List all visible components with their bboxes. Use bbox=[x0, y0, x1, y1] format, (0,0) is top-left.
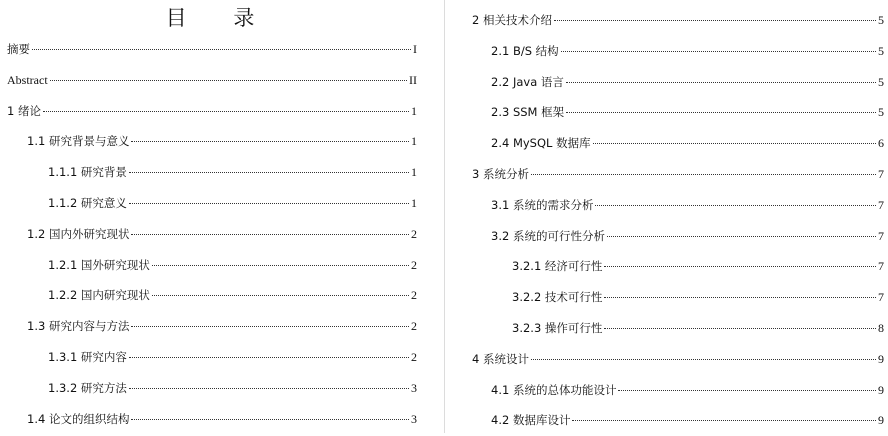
toc-entry-label: 2.1 B/S 结构 bbox=[491, 43, 559, 58]
dot-leader bbox=[607, 236, 876, 237]
toc-entry-page: 7 bbox=[878, 228, 884, 243]
toc-entry[interactable] bbox=[0, 188, 420, 219]
dot-leader bbox=[129, 172, 409, 173]
toc-entry[interactable] bbox=[0, 311, 420, 342]
toc-entry-label: 1.1 研究背景与意义 bbox=[27, 134, 130, 149]
dot-leader bbox=[152, 295, 409, 296]
toc-entry-page: 5 bbox=[878, 43, 884, 58]
dot-leader bbox=[131, 141, 409, 142]
dot-leader bbox=[531, 359, 876, 360]
toc-entry[interactable] bbox=[0, 96, 420, 127]
toc-entry-page: I bbox=[413, 42, 417, 56]
toc-entry[interactable] bbox=[0, 280, 420, 311]
toc-page-left bbox=[0, 0, 420, 433]
toc-entry-label: 3 系统分析 bbox=[472, 166, 529, 181]
toc-page-right bbox=[464, 0, 888, 433]
toc-entry-page: 3 bbox=[411, 411, 417, 426]
toc-entry[interactable] bbox=[0, 65, 420, 96]
dot-leader bbox=[129, 203, 409, 204]
toc-entry-page: 1 bbox=[411, 165, 417, 180]
toc-entry-label: 2.4 MySQL 数据库 bbox=[491, 136, 591, 151]
toc-entry[interactable] bbox=[464, 313, 888, 344]
dot-leader bbox=[131, 326, 409, 327]
dot-leader bbox=[50, 80, 407, 81]
dot-leader bbox=[531, 174, 876, 175]
toc-entry[interactable] bbox=[464, 159, 888, 190]
dot-leader bbox=[604, 297, 876, 298]
toc-list-right bbox=[464, 5, 888, 436]
toc-entry[interactable] bbox=[464, 67, 888, 98]
dot-leader bbox=[604, 328, 876, 329]
toc-entry-page: 1 bbox=[411, 195, 417, 210]
toc-entry-label: 1.3.2 研究方法 bbox=[48, 380, 127, 395]
toc-entry-page: 7 bbox=[878, 197, 884, 212]
toc-entry-page: 3 bbox=[411, 380, 417, 395]
toc-entry[interactable] bbox=[0, 157, 420, 188]
toc-entry[interactable] bbox=[464, 221, 888, 252]
toc-entry-page: 9 bbox=[878, 382, 884, 397]
toc-entry-page: 7 bbox=[878, 290, 884, 305]
toc-title: 目 录 bbox=[165, 6, 275, 30]
toc-entry-page: 5 bbox=[878, 105, 884, 120]
toc-entry[interactable] bbox=[464, 5, 888, 36]
toc-entry-label: 2.3 SSM 框架 bbox=[491, 105, 565, 120]
dot-leader bbox=[572, 420, 876, 421]
toc-entry[interactable] bbox=[0, 250, 420, 281]
toc-entry-label: 3.1 系统的需求分析 bbox=[491, 197, 594, 212]
toc-entry-label: 1.1.1 研究背景 bbox=[48, 165, 127, 180]
toc-entry-label: Abstract bbox=[7, 72, 48, 87]
toc-entry-label: 2 相关技术介绍 bbox=[472, 13, 552, 27]
dot-leader bbox=[566, 112, 876, 113]
dot-leader bbox=[554, 20, 876, 21]
dot-leader bbox=[32, 49, 411, 50]
toc-entry-label: 3.2.3 操作可行性 bbox=[512, 320, 603, 335]
toc-entry-label: 2.2 Java 语言 bbox=[491, 74, 564, 89]
toc-entry-label: 1 绪论 bbox=[7, 103, 41, 118]
toc-entry-page: 9 bbox=[878, 413, 884, 428]
toc-entry[interactable] bbox=[0, 34, 420, 65]
toc-entry-page: 7 bbox=[878, 259, 884, 274]
toc-entry-page: 2 bbox=[411, 319, 417, 334]
toc-entry[interactable] bbox=[0, 404, 420, 435]
toc-entry-label: 3.2 系统的可行性分析 bbox=[491, 228, 605, 243]
toc-entry-page: 2 bbox=[411, 257, 417, 272]
toc-entry-label: 1.1.2 研究意义 bbox=[48, 195, 127, 210]
toc-entry-page: 6 bbox=[878, 136, 884, 151]
toc-entry-label: 摘要 bbox=[7, 42, 30, 56]
toc-entry-label: 3.2.2 技术可行性 bbox=[512, 290, 603, 305]
dot-leader bbox=[131, 419, 409, 420]
dot-leader bbox=[152, 265, 409, 266]
toc-entry[interactable] bbox=[0, 342, 420, 373]
toc-entry-label: 1.3.1 研究内容 bbox=[48, 349, 127, 364]
toc-entry-label: 4.2 数据库设计 bbox=[491, 413, 571, 428]
toc-entry[interactable] bbox=[0, 126, 420, 157]
toc-entry-page: 2 bbox=[411, 226, 417, 241]
dot-leader bbox=[561, 51, 876, 52]
toc-entry[interactable] bbox=[0, 373, 420, 404]
toc-entry-label: 1.3 研究内容与方法 bbox=[27, 319, 130, 334]
dot-leader bbox=[593, 143, 876, 144]
page-divider bbox=[444, 0, 445, 433]
dot-leader bbox=[129, 357, 409, 358]
toc-entry[interactable] bbox=[464, 344, 888, 375]
toc-entry[interactable] bbox=[464, 375, 888, 406]
dot-leader bbox=[131, 234, 409, 235]
toc-entry-label: 1.4 论文的组织结构 bbox=[27, 411, 130, 426]
toc-entry-label: 4.1 系统的总体功能设计 bbox=[491, 382, 617, 397]
toc-entry[interactable] bbox=[464, 282, 888, 313]
toc-entry-page: 1 bbox=[411, 134, 417, 149]
toc-entry-label: 1.2.1 国外研究现状 bbox=[48, 257, 150, 272]
toc-entry-page: 8 bbox=[878, 320, 884, 335]
toc-entry[interactable] bbox=[464, 97, 888, 128]
dot-leader bbox=[595, 205, 876, 206]
toc-entry-page: 2 bbox=[411, 288, 417, 303]
toc-entry[interactable] bbox=[464, 405, 888, 436]
toc-entry-page: II bbox=[409, 72, 417, 87]
dot-leader bbox=[566, 82, 876, 83]
toc-entry-page: 2 bbox=[411, 349, 417, 364]
toc-entry[interactable] bbox=[464, 251, 888, 282]
toc-entry-label: 1.2 国内外研究现状 bbox=[27, 226, 130, 241]
toc-entry-label: 4 系统设计 bbox=[472, 351, 529, 366]
toc-entry[interactable] bbox=[464, 128, 888, 159]
toc-entry[interactable] bbox=[464, 190, 888, 221]
toc-entry[interactable] bbox=[464, 36, 888, 67]
toc-entry-label: 3.2.1 经济可行性 bbox=[512, 259, 603, 274]
toc-list-left bbox=[0, 34, 420, 434]
dot-leader bbox=[129, 388, 409, 389]
toc-entry-page: 7 bbox=[878, 166, 884, 181]
toc-entry-label: 1.2.2 国内研究现状 bbox=[48, 288, 150, 303]
toc-entry-page: 1 bbox=[411, 103, 417, 118]
dot-leader bbox=[43, 111, 409, 112]
dot-leader bbox=[618, 390, 876, 391]
toc-entry-page: 9 bbox=[878, 351, 884, 366]
toc-entry[interactable] bbox=[0, 219, 420, 250]
dot-leader bbox=[604, 266, 876, 267]
toc-entry-page: 5 bbox=[878, 13, 884, 27]
toc-entry-page: 5 bbox=[878, 74, 884, 89]
